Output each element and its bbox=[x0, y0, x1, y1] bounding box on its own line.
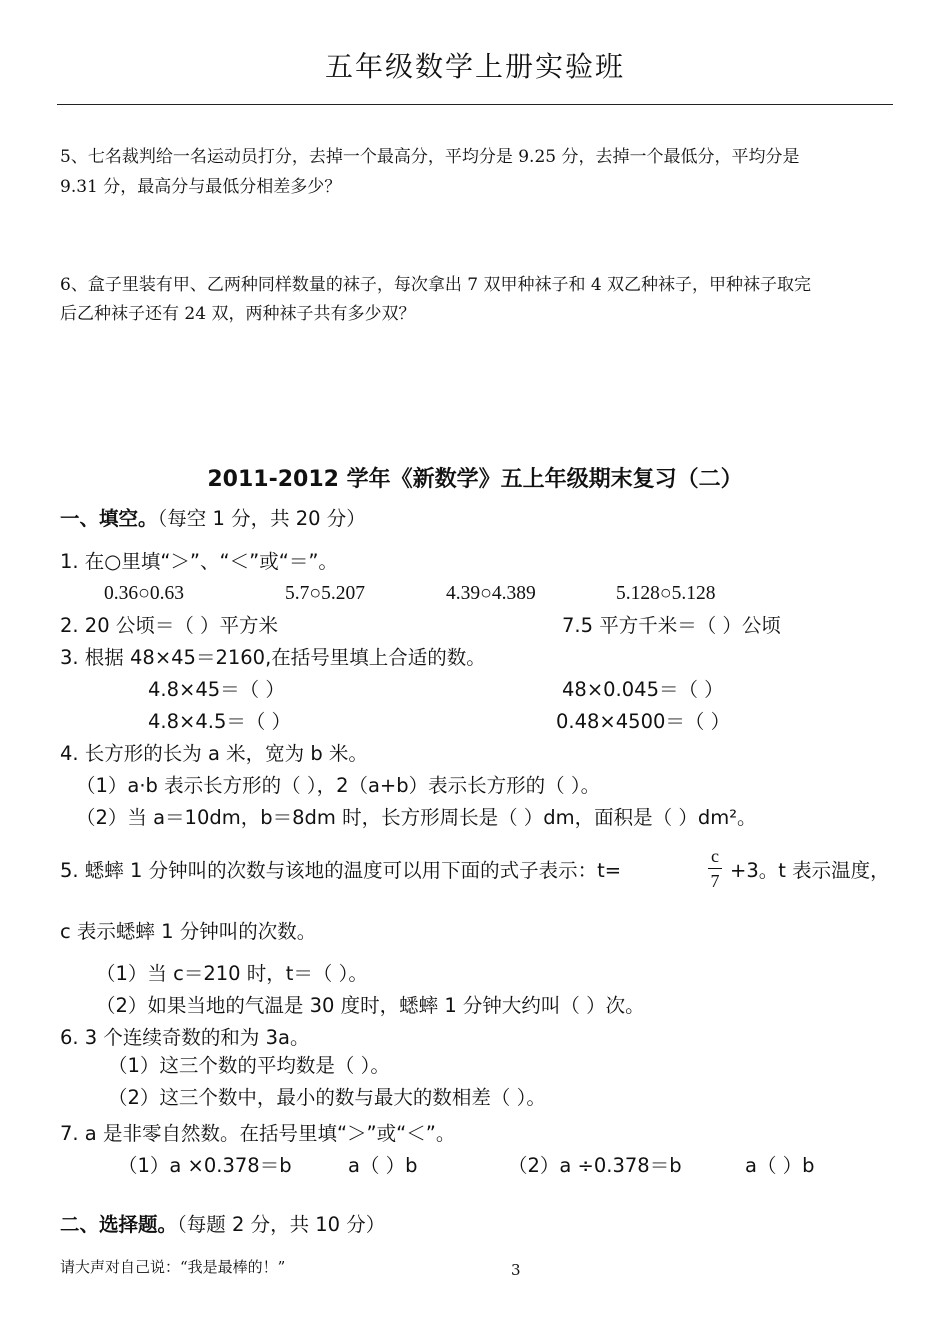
q5-sub-1: （1）当 c＝210 时，t＝（ ）。 bbox=[96, 962, 368, 985]
q1-stem: 1. 在○里填“＞”、“＜”或“＝”。 bbox=[60, 550, 338, 573]
q4-sub-1: （1）a·b 表示长方形的（ ），2（a+b）表示长方形的（ ）。 bbox=[76, 774, 601, 797]
q5-line2: c 表示蟋蟀 1 分钟叫的次数。 bbox=[60, 920, 317, 943]
part2-note: （每题 2 分，共 10 分） bbox=[177, 1213, 386, 1236]
q5-stem-end: +3。t 表示温度， bbox=[730, 859, 890, 882]
q7-stem: 7. a 是非零自然数。在括号里填“＞”或“＜”。 bbox=[60, 1122, 456, 1145]
q6-stem: 6. 3 个连续奇数的和为 3a。 bbox=[60, 1026, 310, 1049]
page-header-title: 五年级数学上册实验班 bbox=[324, 50, 625, 83]
problem-5-line1: 5、七名裁判给一名运动员打分，去掉一个最高分，平均分是 9.25 分，去掉一个最低分，平均分是 bbox=[60, 147, 800, 167]
q1-item-2: 5.7○5.207 bbox=[285, 583, 366, 604]
header-divider bbox=[57, 104, 893, 105]
q2-part-a: 2. 20 公顷＝（ ）平方米 bbox=[60, 614, 279, 637]
q4-sub-2: （2）当 a＝10dm，b＝8dm 时，长方形周长是（ ）dm，面积是（ ）dm²。 bbox=[76, 806, 757, 829]
part1-heading bbox=[60, 503, 366, 531]
q7-sub-1-expr: （1）a ×0.378＝b bbox=[118, 1154, 292, 1177]
q6-sub-1: （1）这三个数的平均数是（ ）。 bbox=[108, 1054, 390, 1077]
q3-stem: 3. 根据 48×45＝2160,在括号里填上合适的数。 bbox=[60, 646, 486, 669]
part1-note: （每空 1 分，共 20 分） bbox=[157, 507, 366, 530]
problem-6-line2: 后乙种袜子还有 24 双，两种袜子共有多少双？ bbox=[60, 304, 416, 324]
part2-heading bbox=[60, 1209, 385, 1237]
footer-motto: 请大声对自己说：“我是最棒的！” bbox=[60, 1258, 286, 1276]
q5-sub-2: （2）如果当地的气温是 30 度时，蟋蟀 1 分钟大约叫（ ）次。 bbox=[96, 994, 645, 1017]
q7-sub-2-blank: a（ ）b bbox=[745, 1154, 815, 1177]
q2-part-b: 7.5 平方千米＝（ ）公顷 bbox=[562, 614, 781, 637]
q6-sub-2: （2）这三个数中，最小的数与最大的数相差（ ）。 bbox=[108, 1086, 546, 1109]
problem-5-line2: 9.31 分，最高分与最低分相差多少？ bbox=[60, 177, 342, 197]
fraction-bar bbox=[708, 868, 722, 869]
q5-stem-start: 5. 蟋蟀 1 分钟叫的次数与该地的温度可以用下面的式子表示：t= bbox=[60, 859, 622, 882]
page-number: 3 bbox=[511, 1261, 521, 1279]
q7-sub-2-expr: （2）a ÷0.378＝b bbox=[508, 1154, 682, 1177]
q3-item-a: 4.8×45＝（ ） bbox=[148, 678, 285, 701]
fraction-numerator: c bbox=[711, 846, 719, 866]
q4-stem: 4. 长方形的长为 a 米，宽为 b 米。 bbox=[60, 742, 368, 765]
q5-fraction bbox=[705, 846, 725, 891]
problem-6-line1: 6、盒子里装有甲、乙两种同样数量的袜子，每次拿出 7 双甲种袜子和 4 双乙种袜子，甲种袜子取完 bbox=[60, 275, 812, 295]
q1-item-4: 5.128○5.128 bbox=[616, 583, 716, 604]
part2-label: 二、选择题。 bbox=[60, 1213, 178, 1236]
q1-item-1: 0.36○0.63 bbox=[104, 583, 185, 604]
q3-item-c: 4.8×4.5＝（ ） bbox=[148, 710, 292, 733]
fraction-denominator: 7 bbox=[710, 871, 720, 891]
part1-label: 一、填空。 bbox=[60, 507, 158, 530]
q3-item-d: 0.48×4500＝（ ） bbox=[556, 710, 731, 733]
q7-sub-1-blank: a（ ）b bbox=[348, 1154, 418, 1177]
q1-item-3: 4.39○4.389 bbox=[446, 583, 536, 604]
q3-item-b: 48×0.045＝（ ） bbox=[562, 678, 724, 701]
section-title: 2011-2012 学年《新数学》五上年级期末复习（二） bbox=[207, 467, 743, 492]
